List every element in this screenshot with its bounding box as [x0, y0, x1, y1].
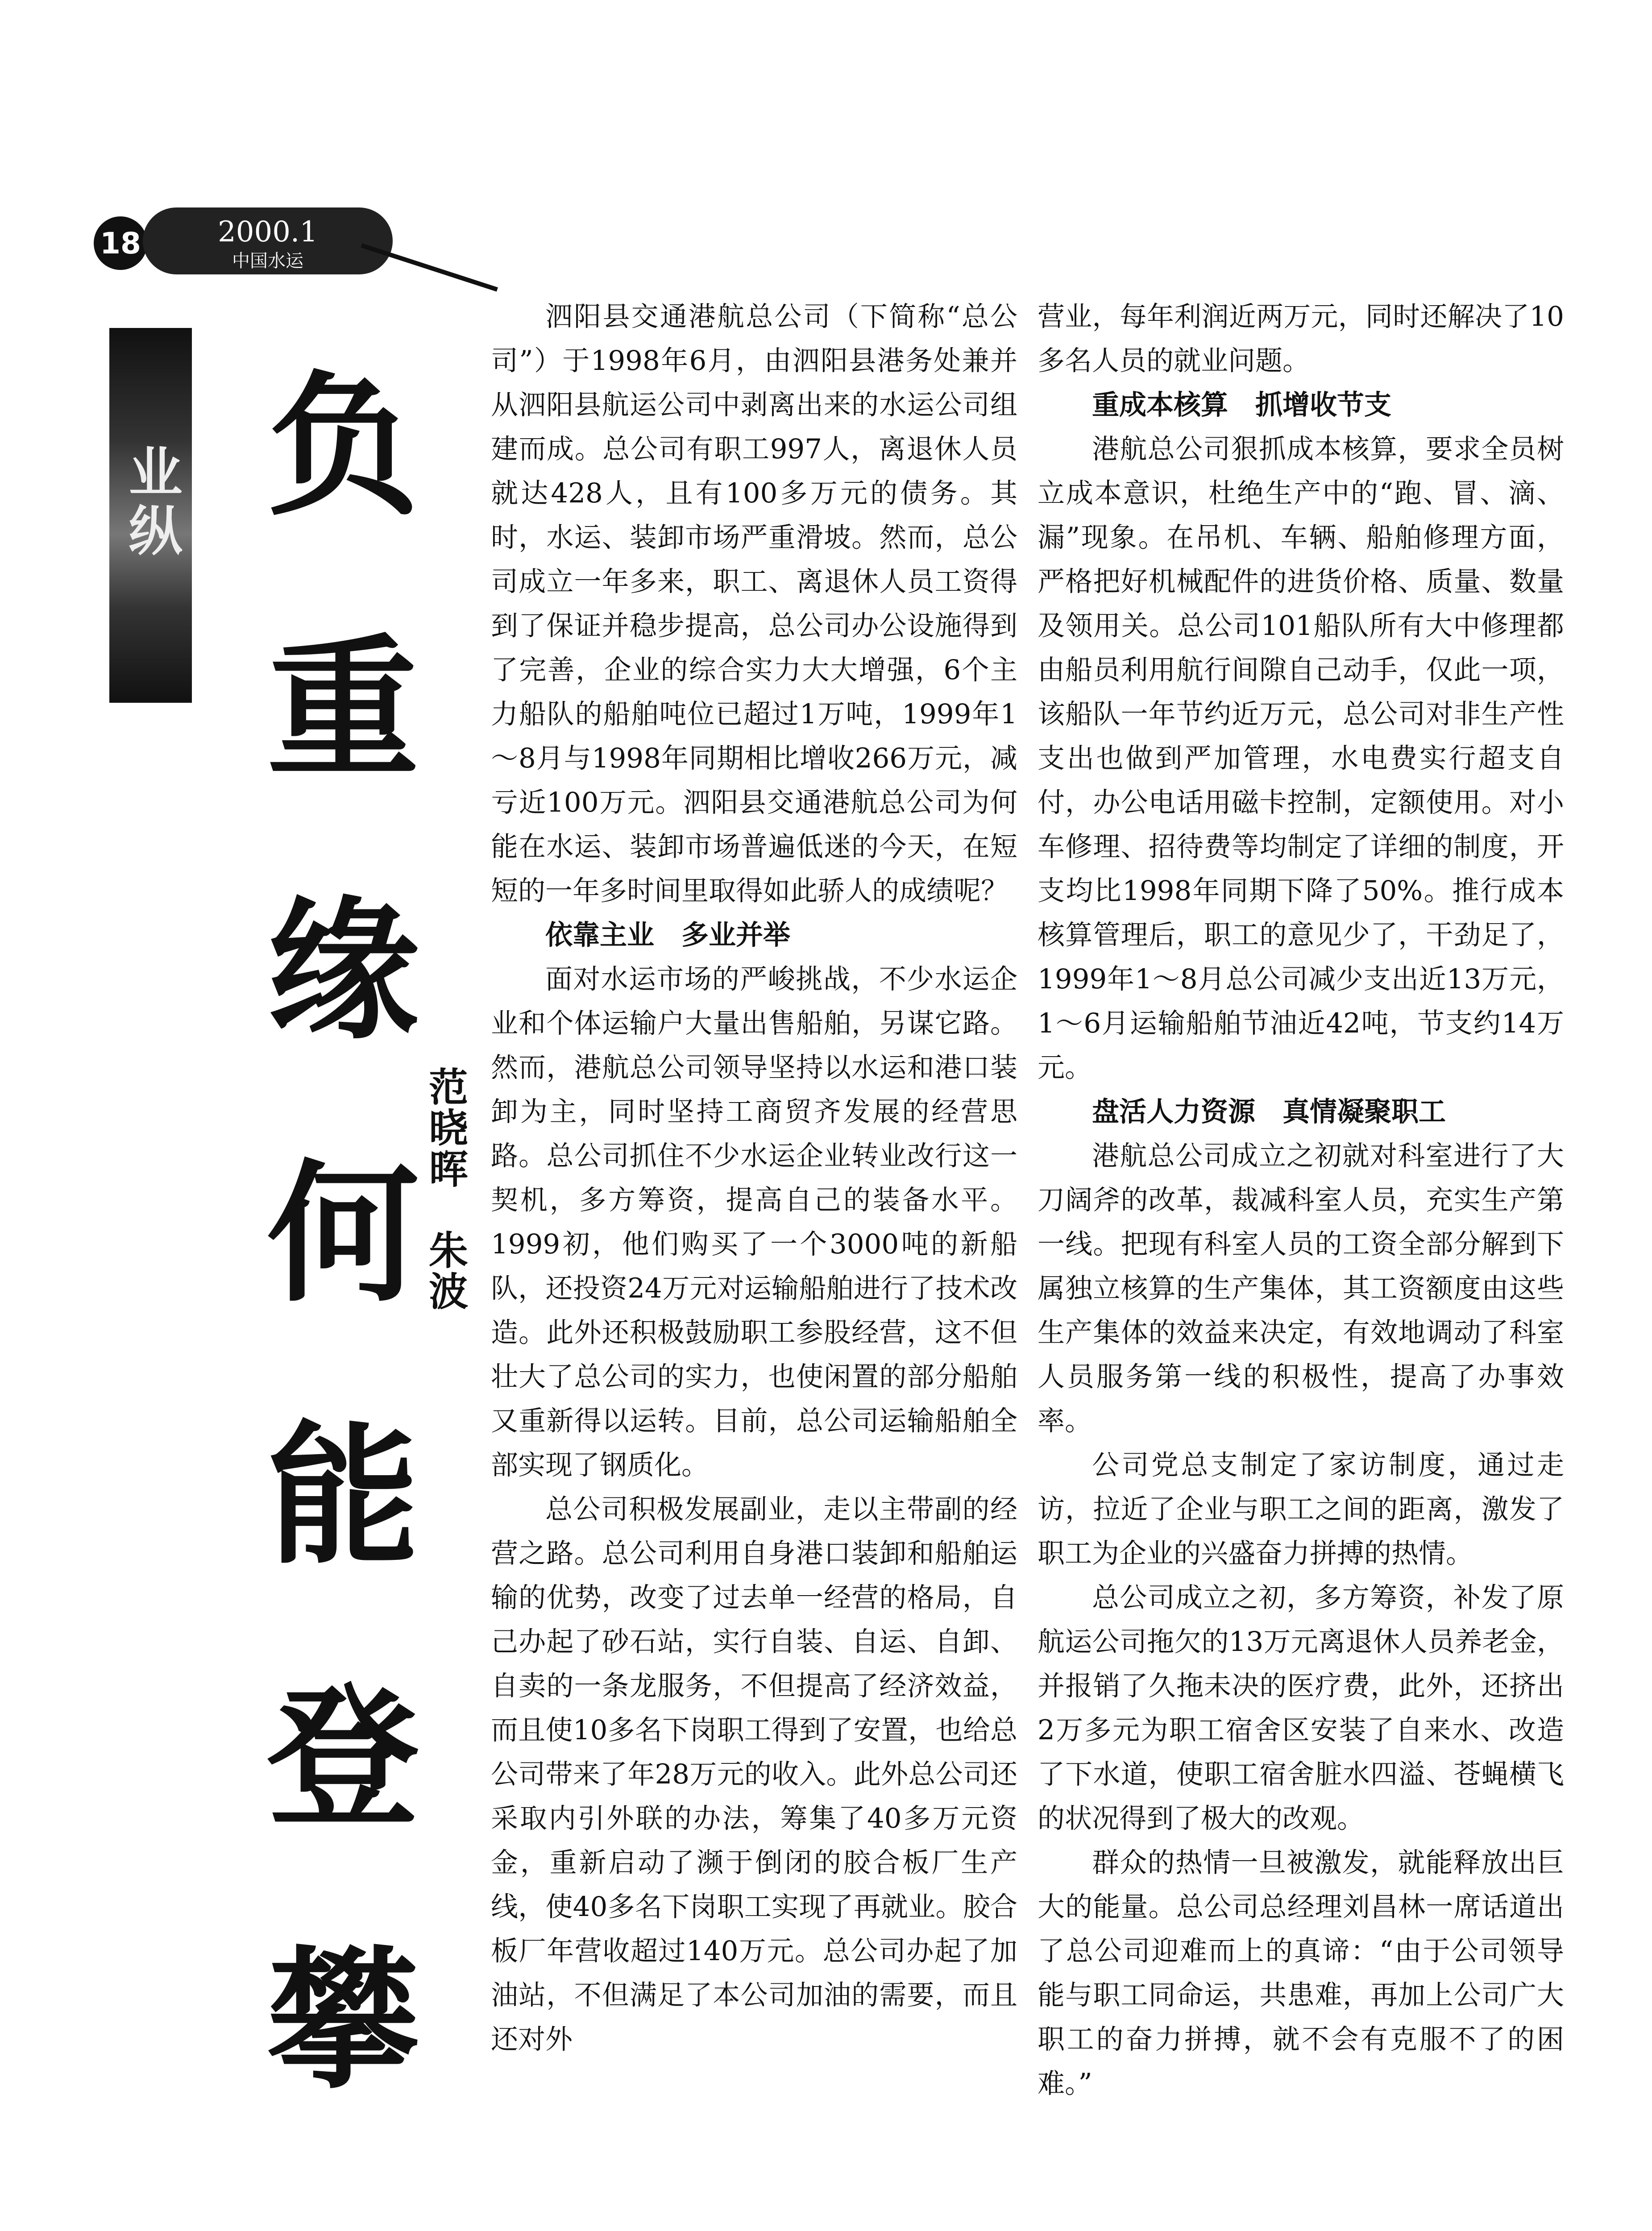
section-label: 业纵 [120, 444, 182, 562]
subheading: 重成本核算 抓增收节支 [1092, 389, 1392, 421]
paragraph: 港航总公司成立之初就对科室进行了大刀阔斧的改革，裁减科室人员，充实生产第一线。把现有科室人员的工资全部分解到下属独立核算的生产集体，其工资额度由这些生产集体的效益来决定，有效地调动了科室人员服务第一线的积极性，提高了办事效率。 [1038, 1140, 1564, 1437]
paragraph: 面对水运市场的严峻挑战，不少水运企业和个体运输户大量出售船舶，另谋它路。然而，港航总公司领导坚持以水运和港口装卸为主，同时坚持工商贸齐发展的经营思路。总公司抓住不少水运企业转业改行这一契机，多方筹资，提高自己的装备水平。1999初，他们购买了一个3000吨的新船队，还投资24万元对运输船舶进行了技术改造。此外还积极鼓励职工参股经营，这不但壮大了总公司的实力，也使闲置的部分船舶又重新得以运转。目前，总公司运输船舶全部实现了钢质化。 [491, 963, 1017, 1481]
section-banner [109, 328, 192, 703]
paragraph: 泗阳县交通港航总公司（下简称“总公司”）于1998年6月，由泗阳县港务处兼并从泗阳县航运公司中剥离出来的水运公司组建而成。总公司有职工997人，离退休人员就达428人，且有100多万元的债务。其时，水运、装卸市场严重滑坡。然而，总公司成立一年多来，职工、离退休人员工资得到了保证并稳步提高，总公司办公设施得到了完善，企业的综合实力大大增强，6个主力船队的船舶吨位已超过1万吨，1999年1～8月与1998年同期相比增收266万元，减亏近100万元。泗阳县交通港航总公司为何能在水运、装卸市场普遍低迷的今天，在短短的一年多时间里取得如此骄人的成绩呢？ [491, 301, 1017, 907]
paragraph: 总公司积极发展副业，走以主带副的经营之路。总公司利用自身港口装卸和船舶运输的优势，改变了过去单一经营的格局，自己办起了砂石站，实行自装、自运、自卸、自卖的一条龙服务，不但提高了经济效益，而且使10多名下岗职工得到了安置，也给总公司带来了年28万元的收入。此外总公司还采取内引外联的办法，筹集了40多万元资金，重新启动了濒于倒闭的胶合板厂生产线，使40多名下岗职工实现了再就业。胶合板厂年营收超过140万元。总公司办起了加油站，不但满足了本公司加油的需要，而且还对外 [491, 1493, 1017, 2055]
paragraph: 港航总公司狠抓成本核算，要求全员树立成本意识，杜绝生产中的“跑、冒、滴、漏”现象。在吊机、车辆、船舶修理方面，严格把好机械配件的进货价格、质量、数量及领用关。总公司101船队所有大中修理都由船员利用航行间隙自己动手，仅此一项，该船队一年节约近万元，总公司对非生产性支出也做到严加管理，水电费实行超支自付，办公电话用磁卡控制，定额使用。对小车修理、招待费等均制定了详细的制度，开支均比1998年同期下降了50%。推行成本核算管理后，职工的意见少了，干劲足了，1999年1～8月总公司减少支出近13万元，1～6月运输船舶节油近42吨，节支约14万元。 [1038, 433, 1564, 1083]
issue-date: 2000.1 [218, 216, 318, 249]
body-column-1 [491, 294, 1017, 2061]
paragraph: 营业，每年利润近两万元，同时还解决了10多名人员的就业问题。 [1038, 301, 1564, 377]
article-title: 负重缘何能登攀 [242, 366, 419, 2202]
subheading: 盘活人力资源 真情凝聚职工 [1092, 1096, 1446, 1128]
page-number: 18 [94, 216, 147, 270]
author-byline [417, 1066, 473, 1312]
author-name: 朱波 [423, 1230, 469, 1312]
body-column-2 [1038, 294, 1564, 2106]
paragraph: 公司党总支制定了家访制度，通过走访，拉近了企业与职工之间的距离，激发了职工为企业的兴盛奋力拼搏的热情。 [1038, 1449, 1564, 1569]
subheading: 依靠主业 多业并举 [545, 919, 791, 951]
page-header [94, 207, 415, 283]
author-name: 范晓晖 [423, 1066, 469, 1190]
paragraph: 总公司成立之初，多方筹资，补发了原航运公司拖欠的13万元离退休人员养老金，并报销了久拖未决的医疗费，此外，还挤出2万多元为职工宿舍区安装了自来水、改造了下水道，使职工宿舍脏水四溢、苍蝇横飞的状况得到了极大的改观。 [1038, 1582, 1564, 1834]
magazine-name: 中国水运 [232, 251, 303, 271]
paragraph: 群众的热情一旦被激发，就能释放出巨大的能量。总公司总经理刘昌林一席话道出了总公司迎难而上的真谛：“由于公司领导能与职工同命运，共患难，再加上公司广大职工的奋力拼搏，就不会有克服不了的困难。” [1038, 1847, 1564, 2099]
issue-badge [143, 207, 393, 274]
